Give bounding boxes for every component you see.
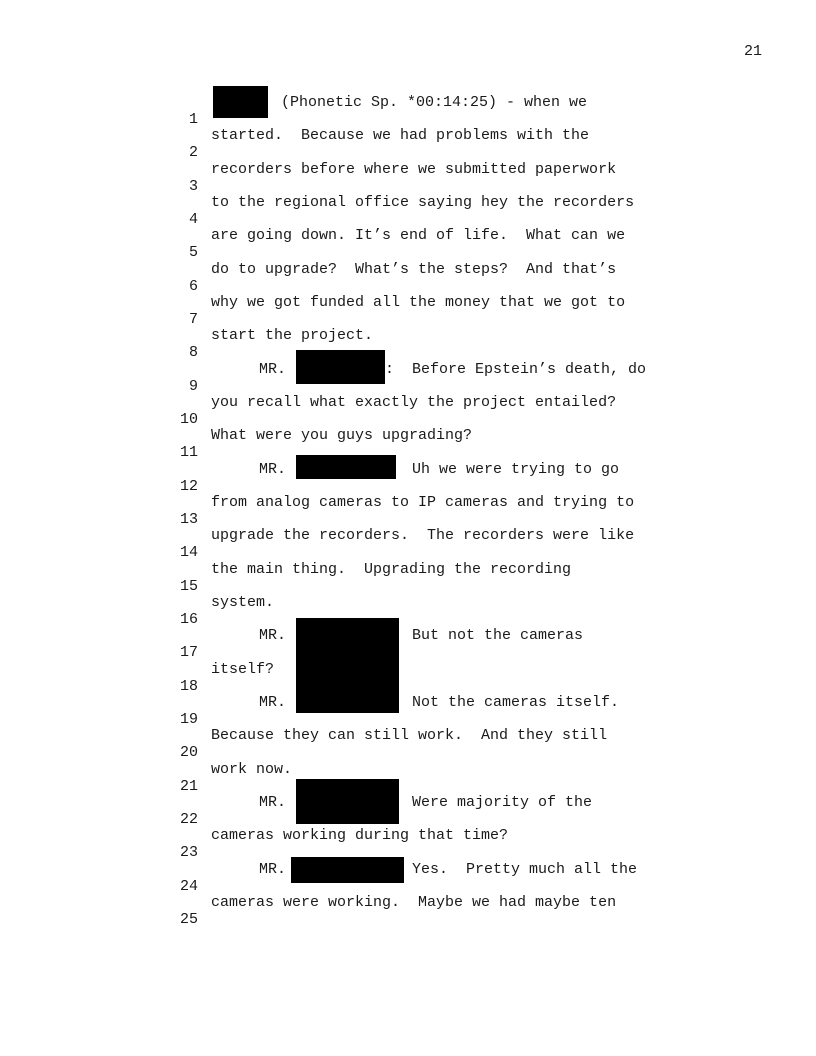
line-text: system. [211,594,275,611]
speaker-label: MR. [259,694,287,711]
transcript-line [0,227,626,261]
redaction-box [296,350,385,384]
transcript-line [0,261,617,295]
line-number: 16 [179,611,198,628]
line-text: to the regional office saying hey the recorders [211,194,635,211]
speaker-label: MR. [259,794,287,811]
transcript-line [0,894,617,928]
transcript-line [0,694,620,728]
line-number: 10 [179,411,198,428]
line-number: 1 [188,111,198,128]
redaction-box [296,618,399,713]
transcript-line [0,294,626,328]
line-number: 18 [179,678,198,695]
line-text: Not the cameras itself. [412,694,620,711]
transcript-line [0,561,572,595]
speaker-label: MR. [259,861,287,878]
line-number: 14 [179,544,198,561]
line-number: 25 [179,911,198,928]
line-number: 8 [188,344,198,361]
line-text: upgrade the recorders. The recorders were like [211,527,635,544]
line-text: recorders before where we submitted paperwork [211,161,617,178]
line-text: you recall what exactly the project entailed? [211,394,617,411]
line-number: 2 [188,144,198,161]
transcript-line [0,327,374,361]
transcript-line [0,127,590,161]
line-number: 15 [179,578,198,595]
line-text: why we got funded all the money that we got to [211,294,626,311]
line-text: Uh we were trying to go [412,461,620,478]
line-number: 9 [188,378,198,395]
line-number: 20 [179,744,198,761]
line-text: from analog cameras to IP cameras and trying to [211,494,635,511]
line-number: 21 [179,778,198,795]
transcript-line [0,461,620,495]
speaker-label: MR. [259,361,287,378]
line-text: cameras were working. Maybe we had maybe ten [211,894,617,911]
transcript-line [0,94,588,128]
transcript-line [0,761,293,795]
line-text: : Before Epstein’s death, do [385,361,647,378]
transcript-line [0,794,593,828]
line-text: start the project. [211,327,374,344]
line-text: itself? [211,661,275,678]
line-number: 3 [188,178,198,195]
line-number: 19 [179,711,198,728]
line-text: the main thing. Upgrading the recording [211,561,572,578]
redaction-box [296,779,399,824]
line-text: are going down. It’s end of life. What can we [211,227,626,244]
line-text: What were you guys upgrading? [211,427,473,444]
line-text: cameras working during that time? [211,827,509,844]
line-number: 22 [179,811,198,828]
transcript-line [0,594,275,628]
redaction-box [213,86,268,118]
transcript-line [0,661,275,695]
page-number: 21 [743,43,762,60]
transcript-line [0,827,509,861]
transcript-line [0,861,638,895]
line-number: 4 [188,211,198,228]
transcript-line [0,527,635,561]
line-text: Were majority of the [412,794,593,811]
line-number: 6 [188,278,198,295]
transcript-line [0,161,617,195]
transcript-line [0,494,635,528]
line-number: 24 [179,878,198,895]
speaker-label: MR. [259,461,287,478]
line-text: Yes. Pretty much all the [412,861,638,878]
line-number: 7 [188,311,198,328]
line-number: 13 [179,511,198,528]
line-number: 12 [179,478,198,495]
line-text: (Phonetic Sp. *00:14:25) - when we [281,94,588,111]
transcript-line [0,427,473,461]
line-number: 17 [179,644,198,661]
line-number: 11 [179,444,198,461]
transcript-line [0,194,635,228]
line-text: But not the cameras [412,627,584,644]
line-number: 5 [188,244,198,261]
redaction-box [291,857,404,883]
transcript-line [0,361,647,395]
speaker-label: MR. [259,627,287,644]
line-text: work now. [211,761,293,778]
line-text: started. Because we had problems with the [211,127,590,144]
transcript-line [0,627,584,661]
transcript-line [0,394,617,428]
line-text: do to upgrade? What’s the steps? And that’s [211,261,617,278]
line-text: Because they can still work. And they still [211,727,608,744]
line-number: 23 [179,844,198,861]
transcript-line [0,727,608,761]
redaction-box [296,455,396,479]
